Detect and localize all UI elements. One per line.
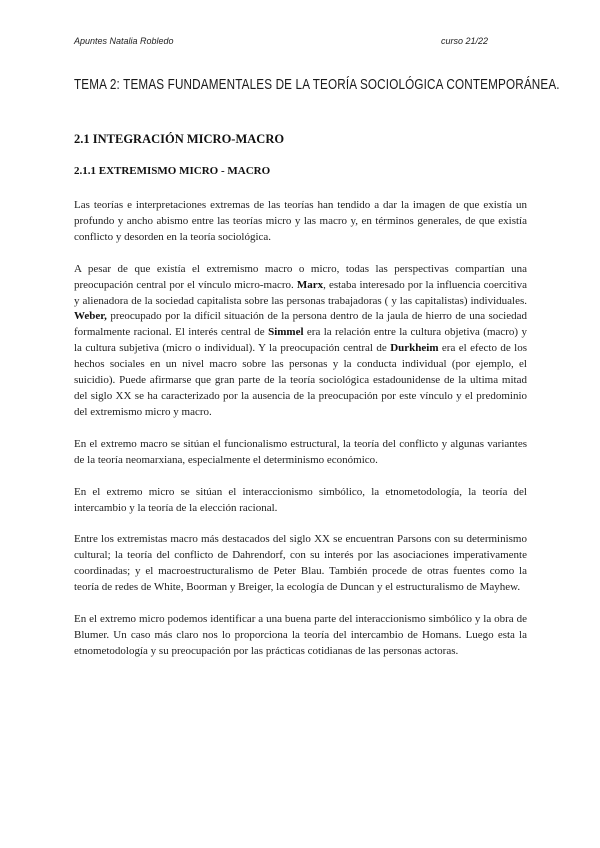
author-simmel: Simmel (268, 326, 304, 339)
paragraph-3: En el extremo macro se sitúan el funcionalismo estructural, la teoría del conflicto y algunas variantes de la teoría neomarxiana, especialmente el determinismo económico. (74, 437, 527, 466)
section-heading: 2.1 INTEGRACIÓN MICRO-MACRO (74, 132, 285, 146)
paragraph-2 (74, 262, 527, 421)
page-header (74, 36, 526, 46)
paragraph-2-text-5: era el efecto de los hechos sociales en un nivel macro sobre las personas y la conducta individual (por ejemplo, el suicidio). Puede afirmarse que gran parte de la teoría sociológica estadounidense de la ultima mitad del siglo XX se ha caracterizado por la ausencia de la preocupación por este vínculo y el predominio del extremismo micro y macro. (74, 342, 528, 418)
paragraph-2-text-4: era la relación entre la cultura objetiva (macro) y la cultura subjetiva (micro o individual). Y la preocupación central de (74, 326, 527, 355)
page-title: TEMA 2: TEMAS FUNDAMENTALES DE LA TEORÍA SOCIOLÓGICA CONTEMPORÁNEA. (74, 76, 560, 93)
author-weber: Weber, (74, 310, 107, 323)
paragraph-1: Las teorías e interpretaciones extremas de las teorías han tendido a dar la imagen de que existía un profundo y ancho abismo entre las teorías micro y las macro y, en términos generales, de que existía conflicto y desorden en la teoría sociológica. (74, 199, 527, 243)
author-marx: Marx (296, 278, 324, 291)
document-body (74, 198, 527, 676)
paragraph-2-text-2: , estaba interesado por la influencia coercitiva y alienadora de la sociedad capitalista sobre las personas trabajadoras ( y las capitalistas) individuales. (74, 278, 527, 307)
paragraph-2-text-3: preocupado por la difícil situación de la persona dentro de la jaula de hierro de una sociedad formalmente racional. El interés central de (74, 310, 527, 339)
header-author: Apuntes Natalia Robledo (74, 36, 174, 46)
paragraph-6: En el extremo micro podemos identificar a una buena parte del interaccionismo simbólico y la obra de Blumer. Un caso más claro nos lo proporciona la teoría del intercambio de Homans. Luego esta la etnometodología y su preocupación por las prácticas cotidianas de las personas actoras. (74, 613, 527, 657)
subsection-heading: 2.1.1 EXTREMISMO MICRO - MACRO (74, 165, 271, 177)
paragraph-4: En el extremo micro se sitúan el interaccionismo simbólico, la etnometodología, la teoría del intercambio y la teoría de la elección racional. (74, 485, 527, 514)
paragraph-5: Entre los extremistas macro más destacados del siglo XX se encuentran Parsons con su determinismo cultural; la teoría del conflicto de Dahrendorf, con su interés por las asociaciones imperativamente coordinadas; y el macroestructuralismo de Peter Blau. También procede de otras fuentes como la teoría de redes de White, Boorman y Breiger, la ecología de Duncan y el estructuralismo de Mayhew. (74, 533, 527, 594)
header-course: curso 21/22 (440, 36, 488, 46)
paragraph-2-text-1: A pesar de que existía el extremismo macro o micro, todas las perspectivas compartían una preocupación central por el vínculo micro-macro. (74, 262, 527, 291)
author-durkheim: Durkheim (390, 342, 439, 355)
